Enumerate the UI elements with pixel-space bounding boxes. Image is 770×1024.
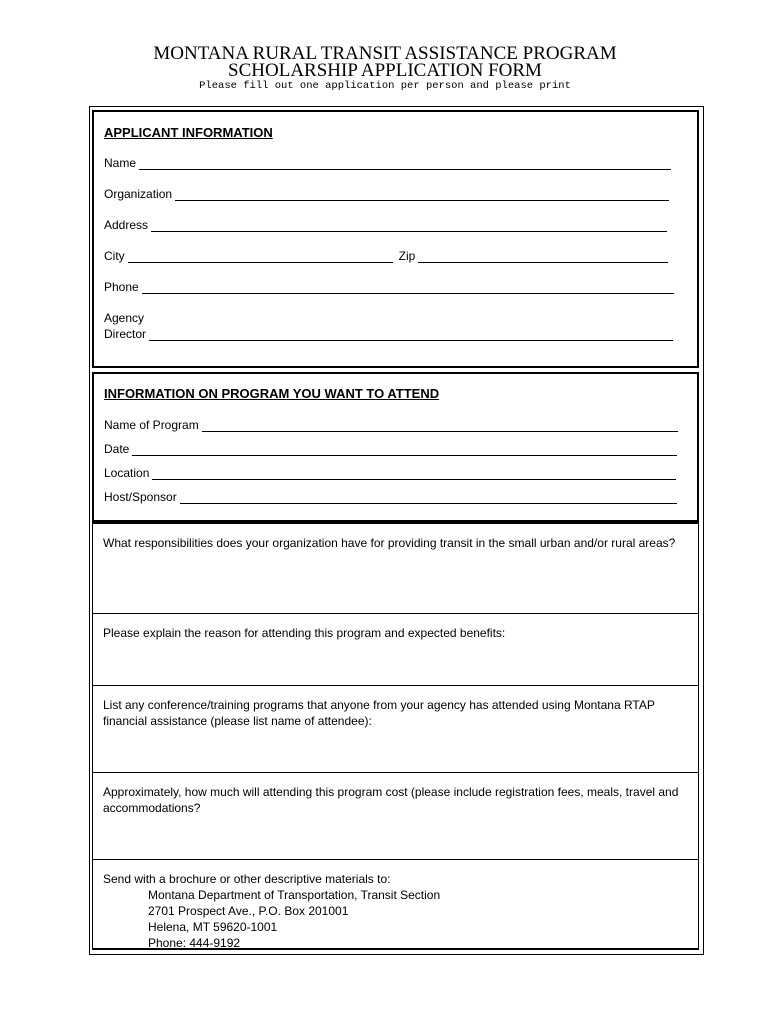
program-date-line[interactable]	[132, 444, 677, 456]
program-location-label: Location	[104, 466, 150, 480]
agency-director-label-line2: Director	[104, 327, 147, 341]
program-location-field[interactable]	[104, 466, 676, 480]
agency-director-label-line1: Agency	[104, 311, 145, 325]
send-intro: Send with a brochure or other descriptive materials to:	[103, 872, 391, 886]
agency-director-line[interactable]	[149, 329, 673, 341]
organization-line[interactable]	[175, 189, 669, 201]
zip-line[interactable]	[418, 251, 668, 263]
city-field[interactable]	[104, 249, 668, 263]
cost-box[interactable]	[92, 773, 699, 860]
previous-programs-question: List any conference/training programs that anyone from your agency has attended using Montana RTAP financial assistance (please list name of attendee):	[103, 698, 655, 728]
address-field[interactable]	[104, 218, 667, 232]
cost-question: Approximately, how much will attending this program cost (please include registration fees, meals, travel and accommodations?	[103, 785, 679, 815]
zip-label: Zip	[398, 249, 416, 263]
organization-label: Organization	[104, 187, 173, 201]
program-section	[92, 372, 699, 522]
send-phone: Phone: 444-9192	[148, 936, 241, 950]
applicant-heading: APPLICANT INFORMATION	[104, 125, 273, 140]
program-heading: INFORMATION ON PROGRAM YOU WANT TO ATTEND	[104, 386, 440, 401]
reason-box[interactable]	[92, 614, 699, 686]
program-location-line[interactable]	[152, 468, 676, 480]
program-name-label: Name of Program	[104, 418, 199, 432]
organization-field[interactable]	[104, 187, 669, 201]
applicant-section	[92, 110, 699, 368]
program-name-line[interactable]	[202, 420, 678, 432]
program-host-field[interactable]	[104, 490, 677, 504]
reason-question: Please explain the reason for attending this program and expected benefits:	[103, 626, 506, 640]
phone-label: Phone	[104, 280, 139, 294]
name-label: Name	[104, 156, 137, 170]
name-line[interactable]	[139, 158, 671, 170]
city-label: City	[104, 249, 125, 263]
program-name-field[interactable]	[104, 418, 678, 432]
form-subtitle: Please fill out one application per person and please print	[199, 80, 571, 92]
previous-programs-box[interactable]	[92, 686, 699, 773]
responsibilities-box[interactable]	[92, 522, 699, 614]
phone-field[interactable]	[104, 280, 674, 294]
send-address-line3: Helena, MT 59620-1001	[148, 920, 278, 934]
send-address-line2: 2701 Prospect Ave., P.O. Box 201001	[148, 904, 349, 918]
city-line[interactable]	[128, 251, 393, 263]
name-field[interactable]	[104, 156, 671, 170]
form-title-line1: MONTANA RURAL TRANSIT ASSISTANCE PROGRAM	[153, 43, 617, 64]
responsibilities-question: What responsibilities does your organization have for providing transit in the small urban and/or rural areas?	[103, 536, 676, 550]
program-host-line[interactable]	[180, 492, 677, 504]
agency-director-field[interactable]	[104, 327, 673, 341]
address-line[interactable]	[151, 220, 667, 232]
address-label: Address	[104, 218, 149, 232]
phone-line[interactable]	[142, 282, 674, 294]
program-date-field[interactable]	[104, 442, 677, 456]
send-to-box	[92, 860, 699, 950]
form-title-line2: SCHOLARSHIP APPLICATION FORM	[228, 60, 542, 81]
send-address-line1: Montana Department of Transportation, Transit Section	[148, 888, 441, 902]
program-date-label: Date	[104, 442, 130, 456]
program-host-label: Host/Sponsor	[104, 490, 177, 504]
